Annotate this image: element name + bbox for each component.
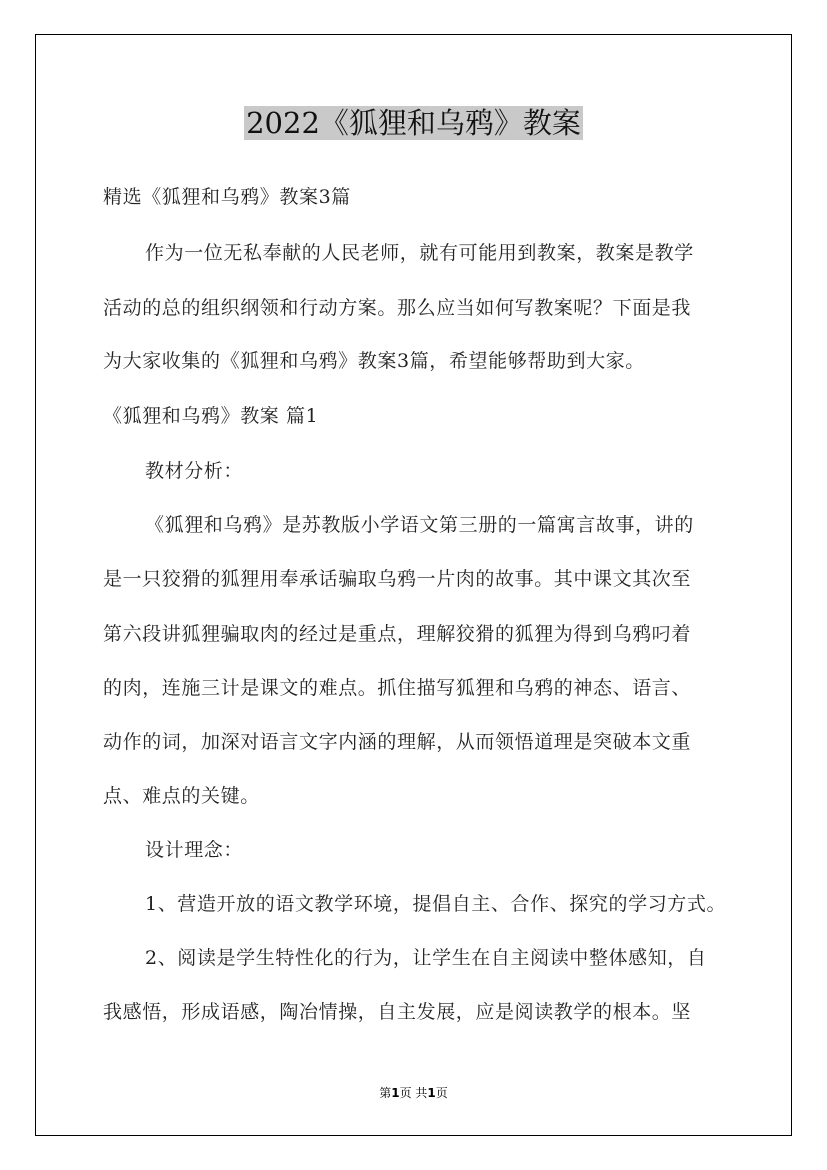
design-line: 我感悟，形成语感，陶冶情操，自主发展，应是阅读教学的根本。坚 bbox=[103, 1001, 692, 1023]
design-line: 1、营造开放的语文教学环境，提倡自主、合作、探究的学习方式。 bbox=[145, 893, 727, 915]
document-subtitle: 精选《狐狸和乌鸦》教案3篇 bbox=[103, 186, 351, 208]
material-line: 的肉，连施三计是课文的难点。抓住描写狐狸和乌鸦的神态、语言、 bbox=[103, 677, 692, 699]
document-title: 2022《狐狸和乌鸦》教案 bbox=[246, 106, 581, 140]
section-title: 《狐狸和乌鸦》教案 篇1 bbox=[103, 405, 319, 427]
intro-line: 为大家收集的《狐狸和乌鸦》教案3篇，希望能够帮助到大家。 bbox=[103, 350, 645, 372]
material-line: 《狐狸和乌鸦》是苏教版小学语文第三册的一篇寓言故事，讲的 bbox=[145, 514, 694, 536]
page-footer: 第1页 共1页 bbox=[379, 1086, 448, 1100]
intro-line: 活动的总的组织纲领和行动方案。那么应当如何写教案呢？下面是我 bbox=[103, 297, 692, 319]
material-line: 动作的词，加深对语言文字内涵的理解，从而领悟道理是突破本文重 bbox=[103, 731, 692, 753]
design-heading: 设计理念： bbox=[145, 839, 244, 861]
intro-line: 作为一位无私奉献的人民老师，就有可能用到教案，教案是教学 bbox=[145, 242, 694, 264]
design-line: 2、阅读是学生特性化的行为，让学生在自主阅读中整体感知，自 bbox=[145, 947, 707, 969]
material-line: 是一只狡猾的狐狸用奉承话骗取乌鸦一片肉的故事。其中课文其次至 bbox=[103, 568, 692, 590]
material-line: 点、难点的关键。 bbox=[103, 785, 260, 807]
material-heading: 教材分析： bbox=[145, 460, 244, 482]
material-line: 第六段讲狐狸骗取肉的经过是重点，理解狡猾的狐狸为得到乌鸦叼着 bbox=[103, 623, 692, 645]
